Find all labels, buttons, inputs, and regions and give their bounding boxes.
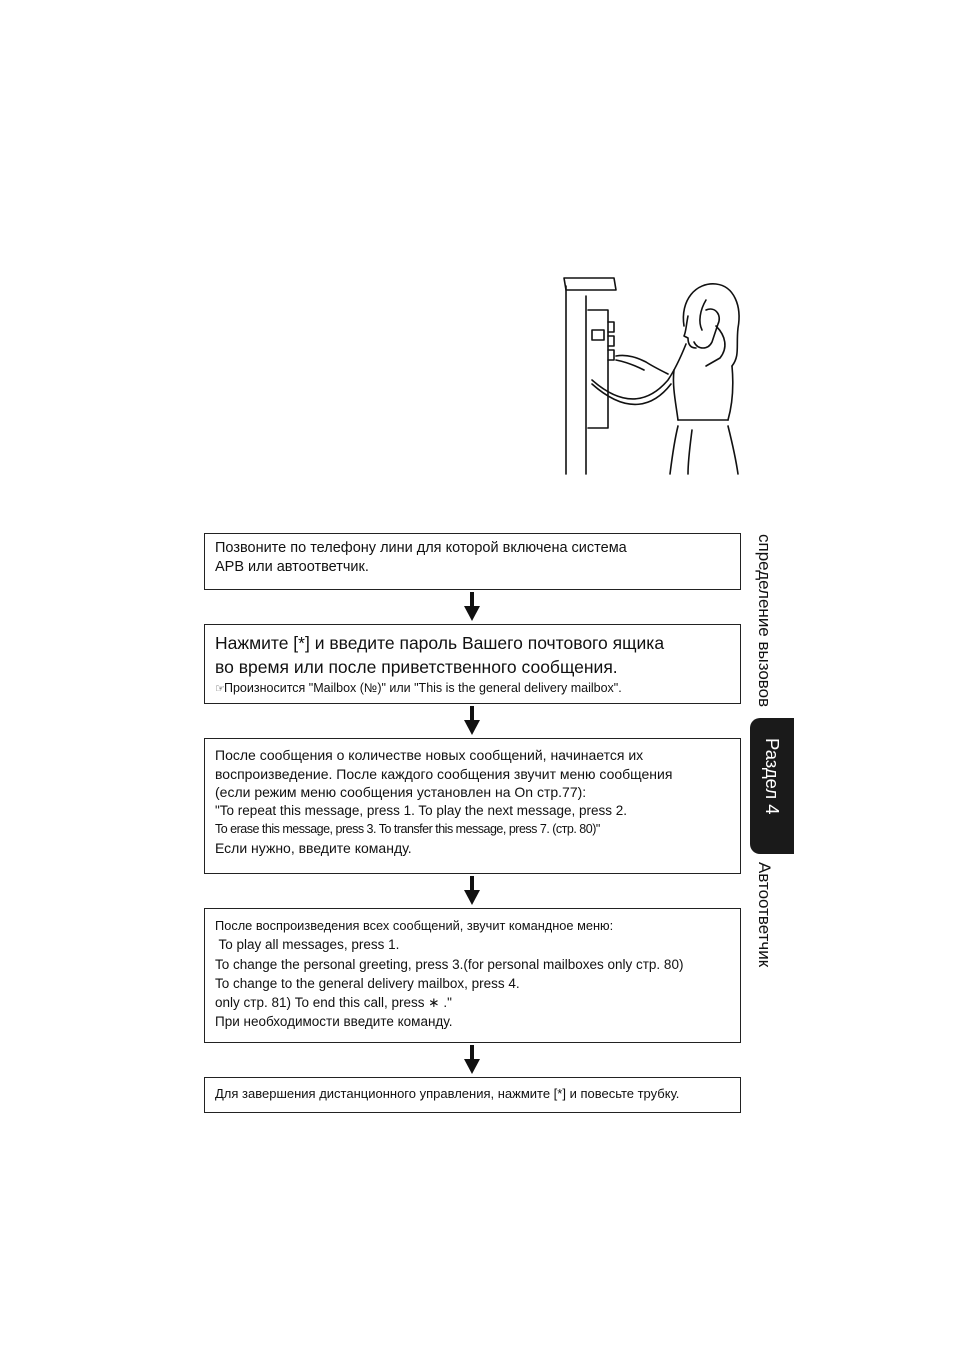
- step-3-line-6: Если нужно, введите команду.: [215, 839, 412, 856]
- step-2-box: [204, 624, 741, 704]
- step-2-note-text: Произносится "Mailbox (№)" или "This is the general delivery mailbox".: [224, 681, 622, 695]
- step-1-box: [204, 533, 741, 590]
- flow-arrow-2: [204, 704, 741, 738]
- step-3-line-2: воспроизведение. После каждого сообщения звучит меню сообщения: [215, 765, 673, 782]
- step-1-line-1: Позвоните по телефону лини для которой включена система: [215, 540, 627, 556]
- flow-arrow-3: [204, 874, 741, 908]
- arrow-down-icon: [463, 706, 481, 736]
- step-2-line-1: Нажмите [*] и введите пароль Вашего почтового ящика: [215, 633, 665, 653]
- step-3-line-1: После сообщения о количестве новых сообщений, начинается их: [215, 747, 644, 763]
- step-2-note: [215, 680, 730, 697]
- step-3-box: [204, 738, 741, 874]
- pointer-hand-icon: ☞: [215, 683, 225, 695]
- step-5-box: [204, 1077, 741, 1113]
- arrow-down-icon: [463, 1045, 481, 1075]
- arrow-down-icon: [463, 876, 481, 906]
- next-section-label: Автоответчик: [755, 862, 774, 968]
- step-1-line-2: АРВ или автоответчик.: [215, 559, 369, 575]
- step-4-line-5: only стр. 81) To end this call, press ∗ .": [215, 995, 452, 1011]
- current-section-label: Раздел 4: [762, 738, 783, 815]
- step-4-line-4: To change to the general delivery mailbox, press 4.: [215, 975, 520, 991]
- step-3-line-3: (если режим меню сообщения установлен на On стр.77):: [215, 784, 587, 800]
- step-4-line-1: После воспроизведения всех сообщений, звучит командное меню:: [215, 918, 614, 933]
- step-4-box: [204, 908, 741, 1043]
- flow-arrow-1: [204, 590, 741, 624]
- step-4-line-6: При необходимости введите команду.: [215, 1014, 453, 1030]
- step-3-line-4: "To repeat this message, press 1. To play the next message, press 2.: [215, 802, 628, 818]
- flow-arrow-4: [204, 1043, 741, 1077]
- procedure-flowchart: [204, 533, 741, 1113]
- phone-call-illustration: [556, 270, 746, 480]
- step-5-line-1: Для завершения дистанционного управления, нажмите [*] и повесьте трубку.: [215, 1086, 680, 1101]
- prev-section-label: спределение вызовов: [755, 534, 774, 708]
- step-4-line-2: To play all messages, press 1.: [215, 937, 400, 953]
- step-3-line-5: To erase this message, press 3. To transfer this message, press 7. (стр. 80)": [215, 822, 600, 836]
- step-2-line-2: во время или после приветственного сообщения.: [215, 657, 618, 677]
- step-4-line-3: To change the personal greeting, press 3.(for personal mailboxes only стр. 80): [215, 956, 684, 972]
- arrow-down-icon: [463, 592, 481, 622]
